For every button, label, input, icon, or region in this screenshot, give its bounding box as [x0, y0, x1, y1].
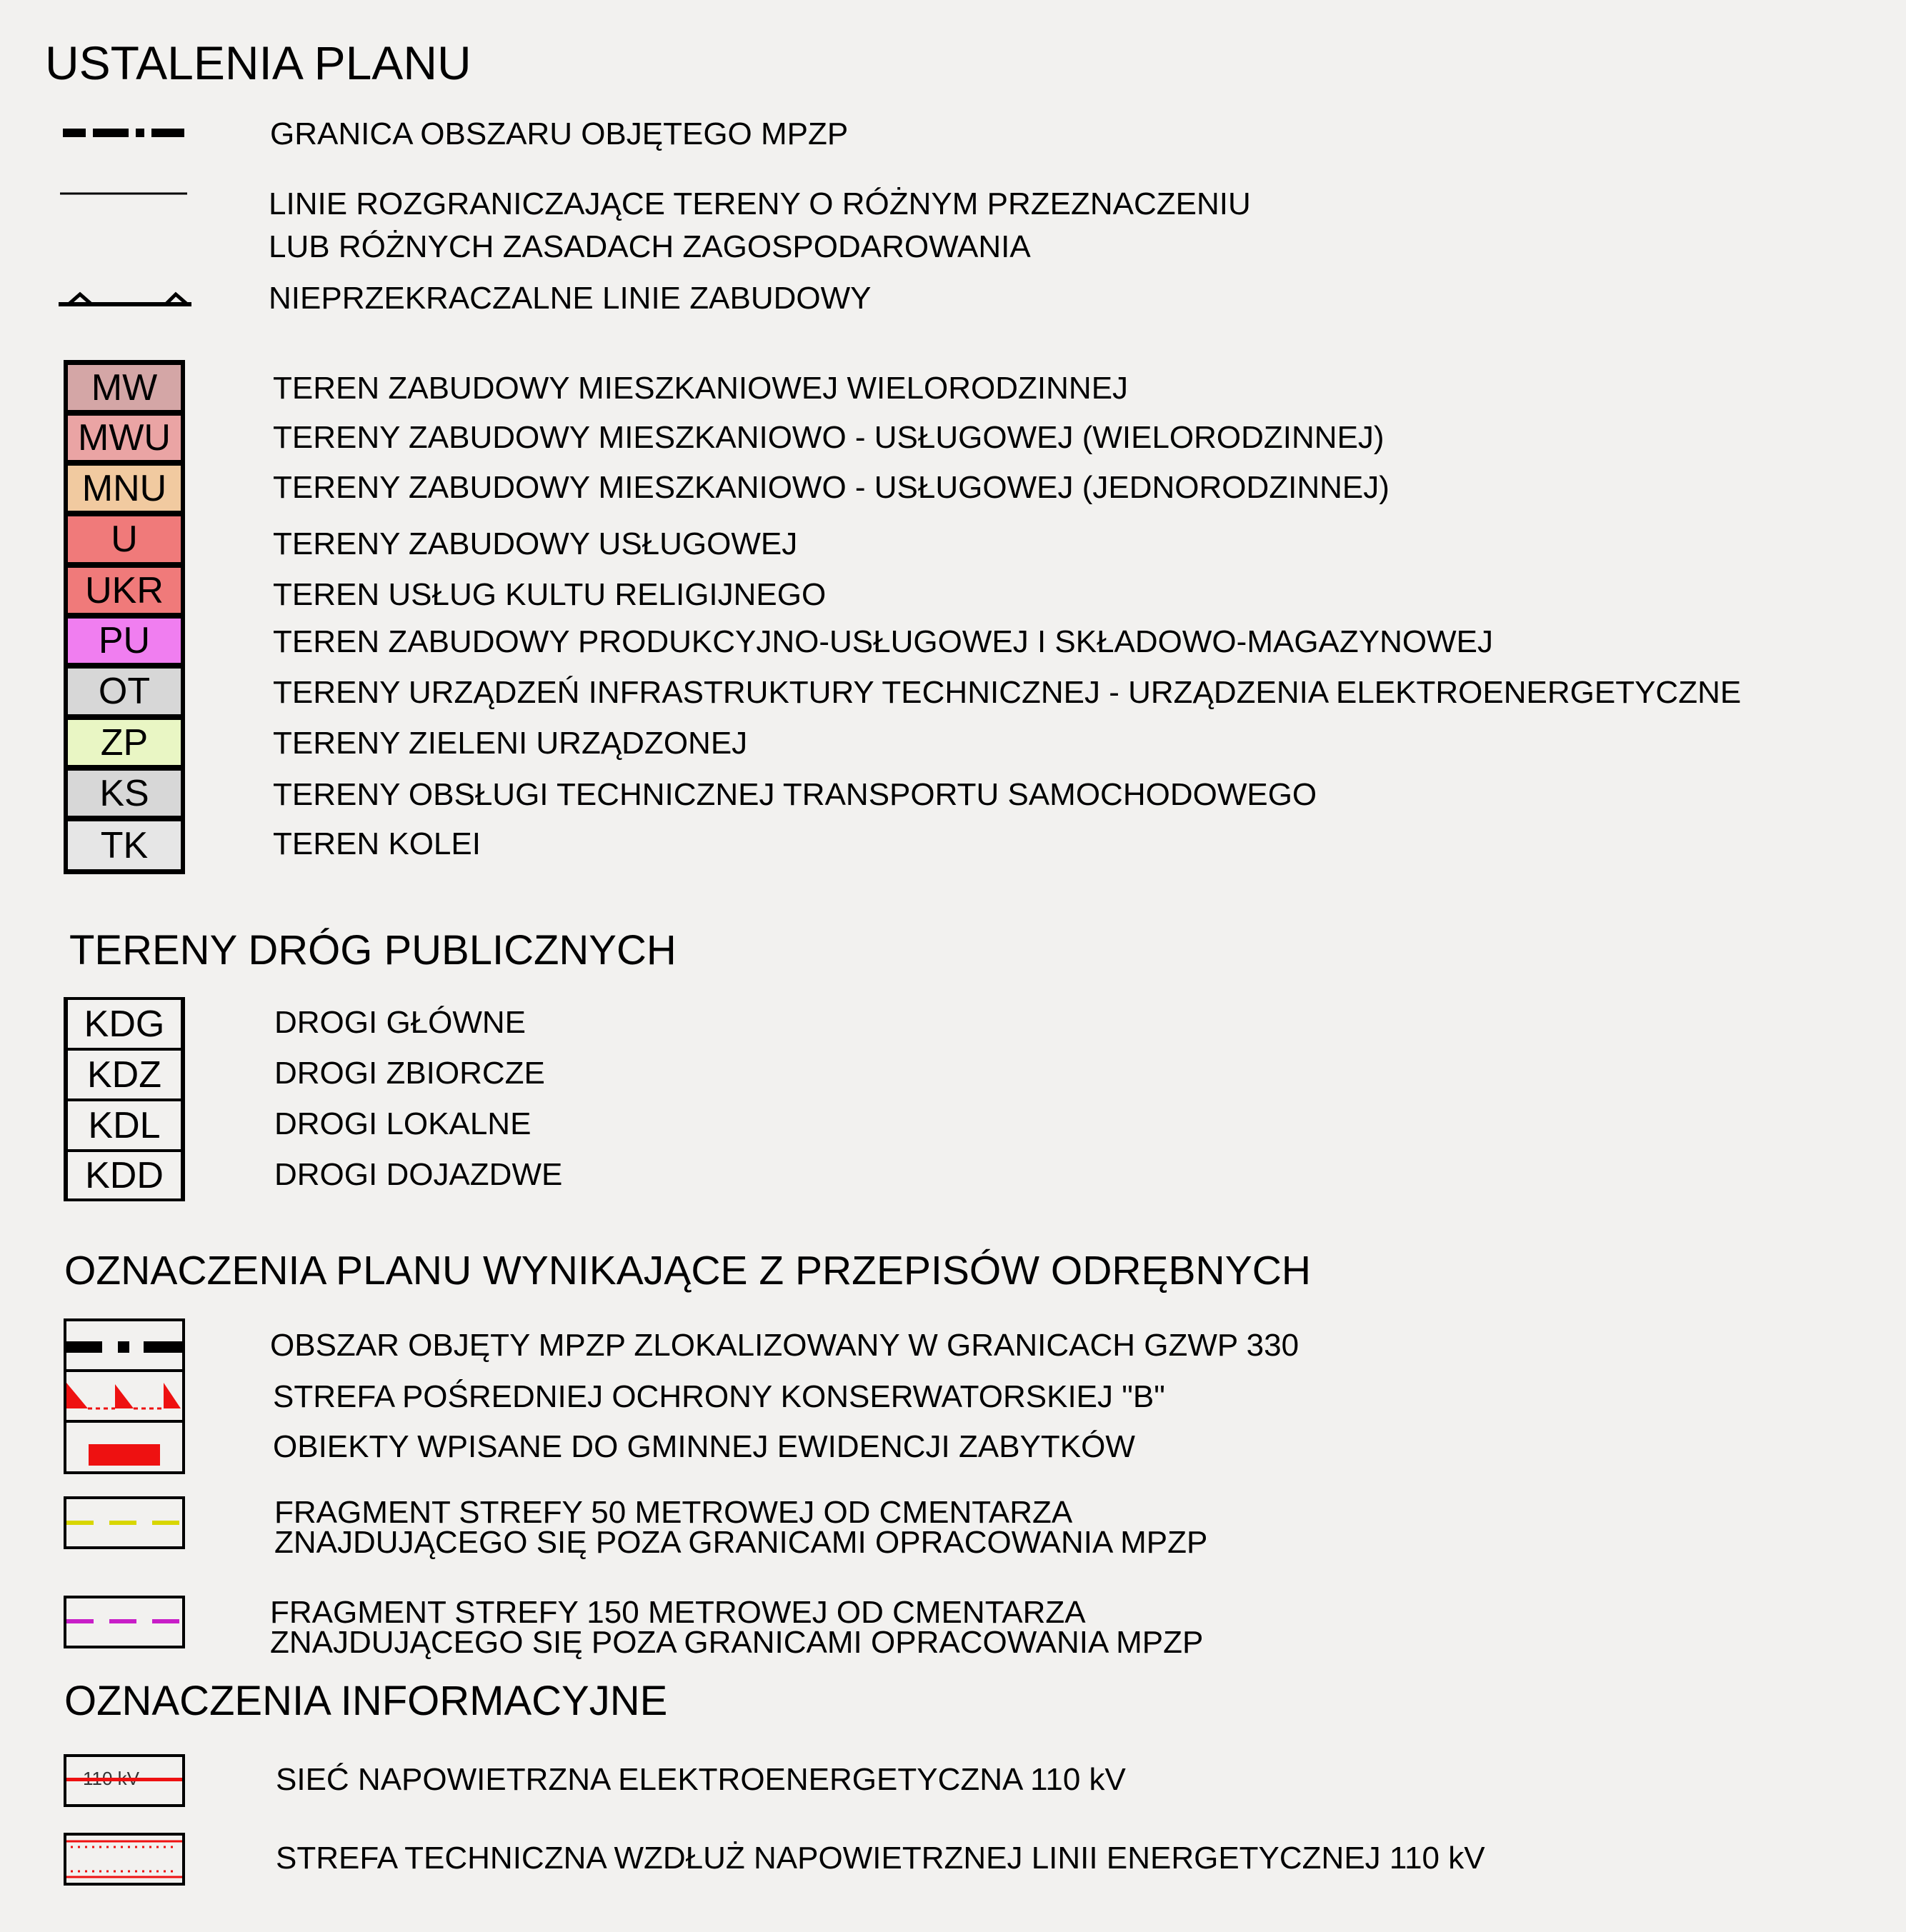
cemetery-150-label-1: FRAGMENT STREFY 150 METROWEJ OD CMENTARZA [270, 1595, 1086, 1630]
zone-code-mnu [65, 463, 184, 514]
regulations-heading: OZNACZENIA PLANU WYNIKAJĄCE Z PRZEPISÓW ODRĘBNYCH [64, 1248, 1312, 1293]
zone-label-ot: TERENY URZĄDZEŃ INFRASTRUKTURY TECHNICZNEJ - URZĄDZENIA ELEKTROENERGETYCZNE [273, 675, 1742, 710]
zone-label-pu: TEREN ZABUDOWY PRODUKCYJNO-USŁUGOWEJ I SKŁADOWO-MAGAZYNOWEJ [273, 624, 1493, 659]
road-code-kdl [65, 1098, 184, 1152]
zone-code-text: PU [98, 620, 151, 661]
zone-code-ot [65, 666, 184, 717]
zone-code-zp [65, 717, 184, 768]
zone-code-text: MW [91, 366, 158, 409]
road-code-kdg [65, 997, 184, 1051]
road-label-kdl: DROGI LOKALNE [274, 1106, 532, 1141]
plan-boundary-label: GRANICA OBSZARU OBJĘTEGO MPZP [270, 116, 849, 151]
road-code-text: KDG [84, 1003, 165, 1045]
road-code-kdz [65, 1048, 184, 1101]
zone-code-text: MNU [81, 467, 167, 509]
cemetery-50-label-1: FRAGMENT STREFY 50 METROWEJ OD CMENTARZA [274, 1495, 1073, 1530]
plan-boundary-symbol [63, 126, 184, 140]
regulations-divider [64, 1420, 185, 1423]
gzwp-symbol [66, 1340, 182, 1354]
road-code-text: KDZ [87, 1053, 161, 1096]
roads-heading: TERENY DRÓG PUBLICZNYCH [69, 927, 677, 973]
technical-zone-label: STREFA TECHNICZNA WZDŁUŻ NAPOWIETRZNEJ LINII ENERGETYCZNEJ 110 kV [276, 1841, 1485, 1876]
road-label-kdz: DROGI ZBIORCZE [274, 1056, 545, 1091]
zone-label-mwu: TERENY ZABUDOWY MIESZKANIOWO - USŁUGOWEJ (WIELORODZINNEJ) [273, 420, 1384, 455]
power-line-label: SIEĆ NAPOWIETRZNA ELEKTROENERGETYCZNA 110 kV [276, 1762, 1126, 1797]
conservation-zone-symbol [66, 1377, 182, 1411]
cemetery-150-symbol [66, 1617, 182, 1626]
zone-label-ukr: TEREN USŁUG KULTU RELIGIJNEGO [273, 577, 827, 612]
monuments-symbol [89, 1444, 160, 1466]
zone-code-text: UKR [85, 569, 164, 611]
cemetery-50-symbol [66, 1518, 182, 1527]
road-label-kdg: DROGI GŁÓWNE [274, 1005, 527, 1040]
zone-code-ukr [65, 565, 184, 616]
zone-label-mw: TEREN ZABUDOWY MIESZKANIOWEJ WIELORODZINNEJ [273, 371, 1129, 406]
zone-label-ks: TERENY OBSŁUGI TECHNICZNEJ TRANSPORTU SAMOCHODOWEGO [273, 777, 1317, 812]
zone-code-mwu [65, 413, 184, 463]
gzwp-label: OBSZAR OBJĘTY MPZP ZLOKALIZOWANY W GRANICACH GZWP 330 [270, 1328, 1299, 1363]
zone-code-pu [65, 616, 184, 666]
separation-line-label-2: LUB RÓŻNYCH ZASADACH ZAGOSPODAROWANIA [269, 229, 1031, 264]
separation-line-symbol [60, 191, 187, 196]
page-title: USTALENIA PLANU [45, 36, 471, 89]
road-code-text: KDD [85, 1154, 164, 1196]
road-code-kdd [65, 1149, 184, 1201]
road-code-text: KDL [88, 1104, 161, 1146]
separation-line-label-1: LINIE ROZGRANICZAJĄCE TERENY O RÓŻNYM PRZEZNACZENIU [269, 186, 1251, 221]
zone-code-text: KS [99, 772, 149, 814]
zone-code-text: TK [100, 824, 149, 866]
conservation-zone-label: STREFA POŚREDNIEJ OCHRONY KONSERWATORSKIEJ "B" [273, 1379, 1165, 1414]
power-line-symbol [66, 1778, 182, 1781]
info-heading: OZNACZENIA INFORMACYJNE [64, 1678, 668, 1724]
cemetery-150-label-2: ZNAJDUJĄCEGO SIĘ POZA GRANICAMI OPRACOWANIA MPZP [270, 1625, 1204, 1660]
zone-code-text: U [111, 519, 138, 560]
technical-zone-symbol [66, 1836, 182, 1883]
regulations-divider [64, 1369, 185, 1372]
building-line-symbol [59, 289, 191, 309]
zone-code-text: ZP [100, 721, 149, 764]
zone-code-u [65, 514, 184, 565]
road-label-kdd: DROGI DOJAZDWE [274, 1157, 563, 1192]
zone-code-tk [65, 819, 184, 872]
zone-label-zp: TERENY ZIELENI URZĄDZONEJ [273, 726, 748, 761]
zone-label-u: TERENY ZABUDOWY USŁUGOWEJ [273, 526, 798, 561]
zone-label-mnu: TERENY ZABUDOWY MIESZKANIOWO - USŁUGOWEJ (JEDNORODZINNEJ) [273, 470, 1389, 505]
cemetery-50-label-2: ZNAJDUJĄCEGO SIĘ POZA GRANICAMI OPRACOWANIA MPZP [274, 1525, 1208, 1560]
zone-code-mw [65, 362, 184, 413]
zone-code-text: OT [98, 671, 151, 712]
zone-code-ks [65, 768, 184, 819]
building-line-label: NIEPRZEKRACZALNE LINIE ZABUDOWY [269, 281, 872, 316]
zone-label-tk: TEREN KOLEI [273, 826, 481, 861]
monuments-label: OBIEKTY WPISANE DO GMINNEJ EWIDENCJI ZABYTKÓW [273, 1429, 1135, 1464]
zone-code-text: MWU [78, 417, 171, 459]
